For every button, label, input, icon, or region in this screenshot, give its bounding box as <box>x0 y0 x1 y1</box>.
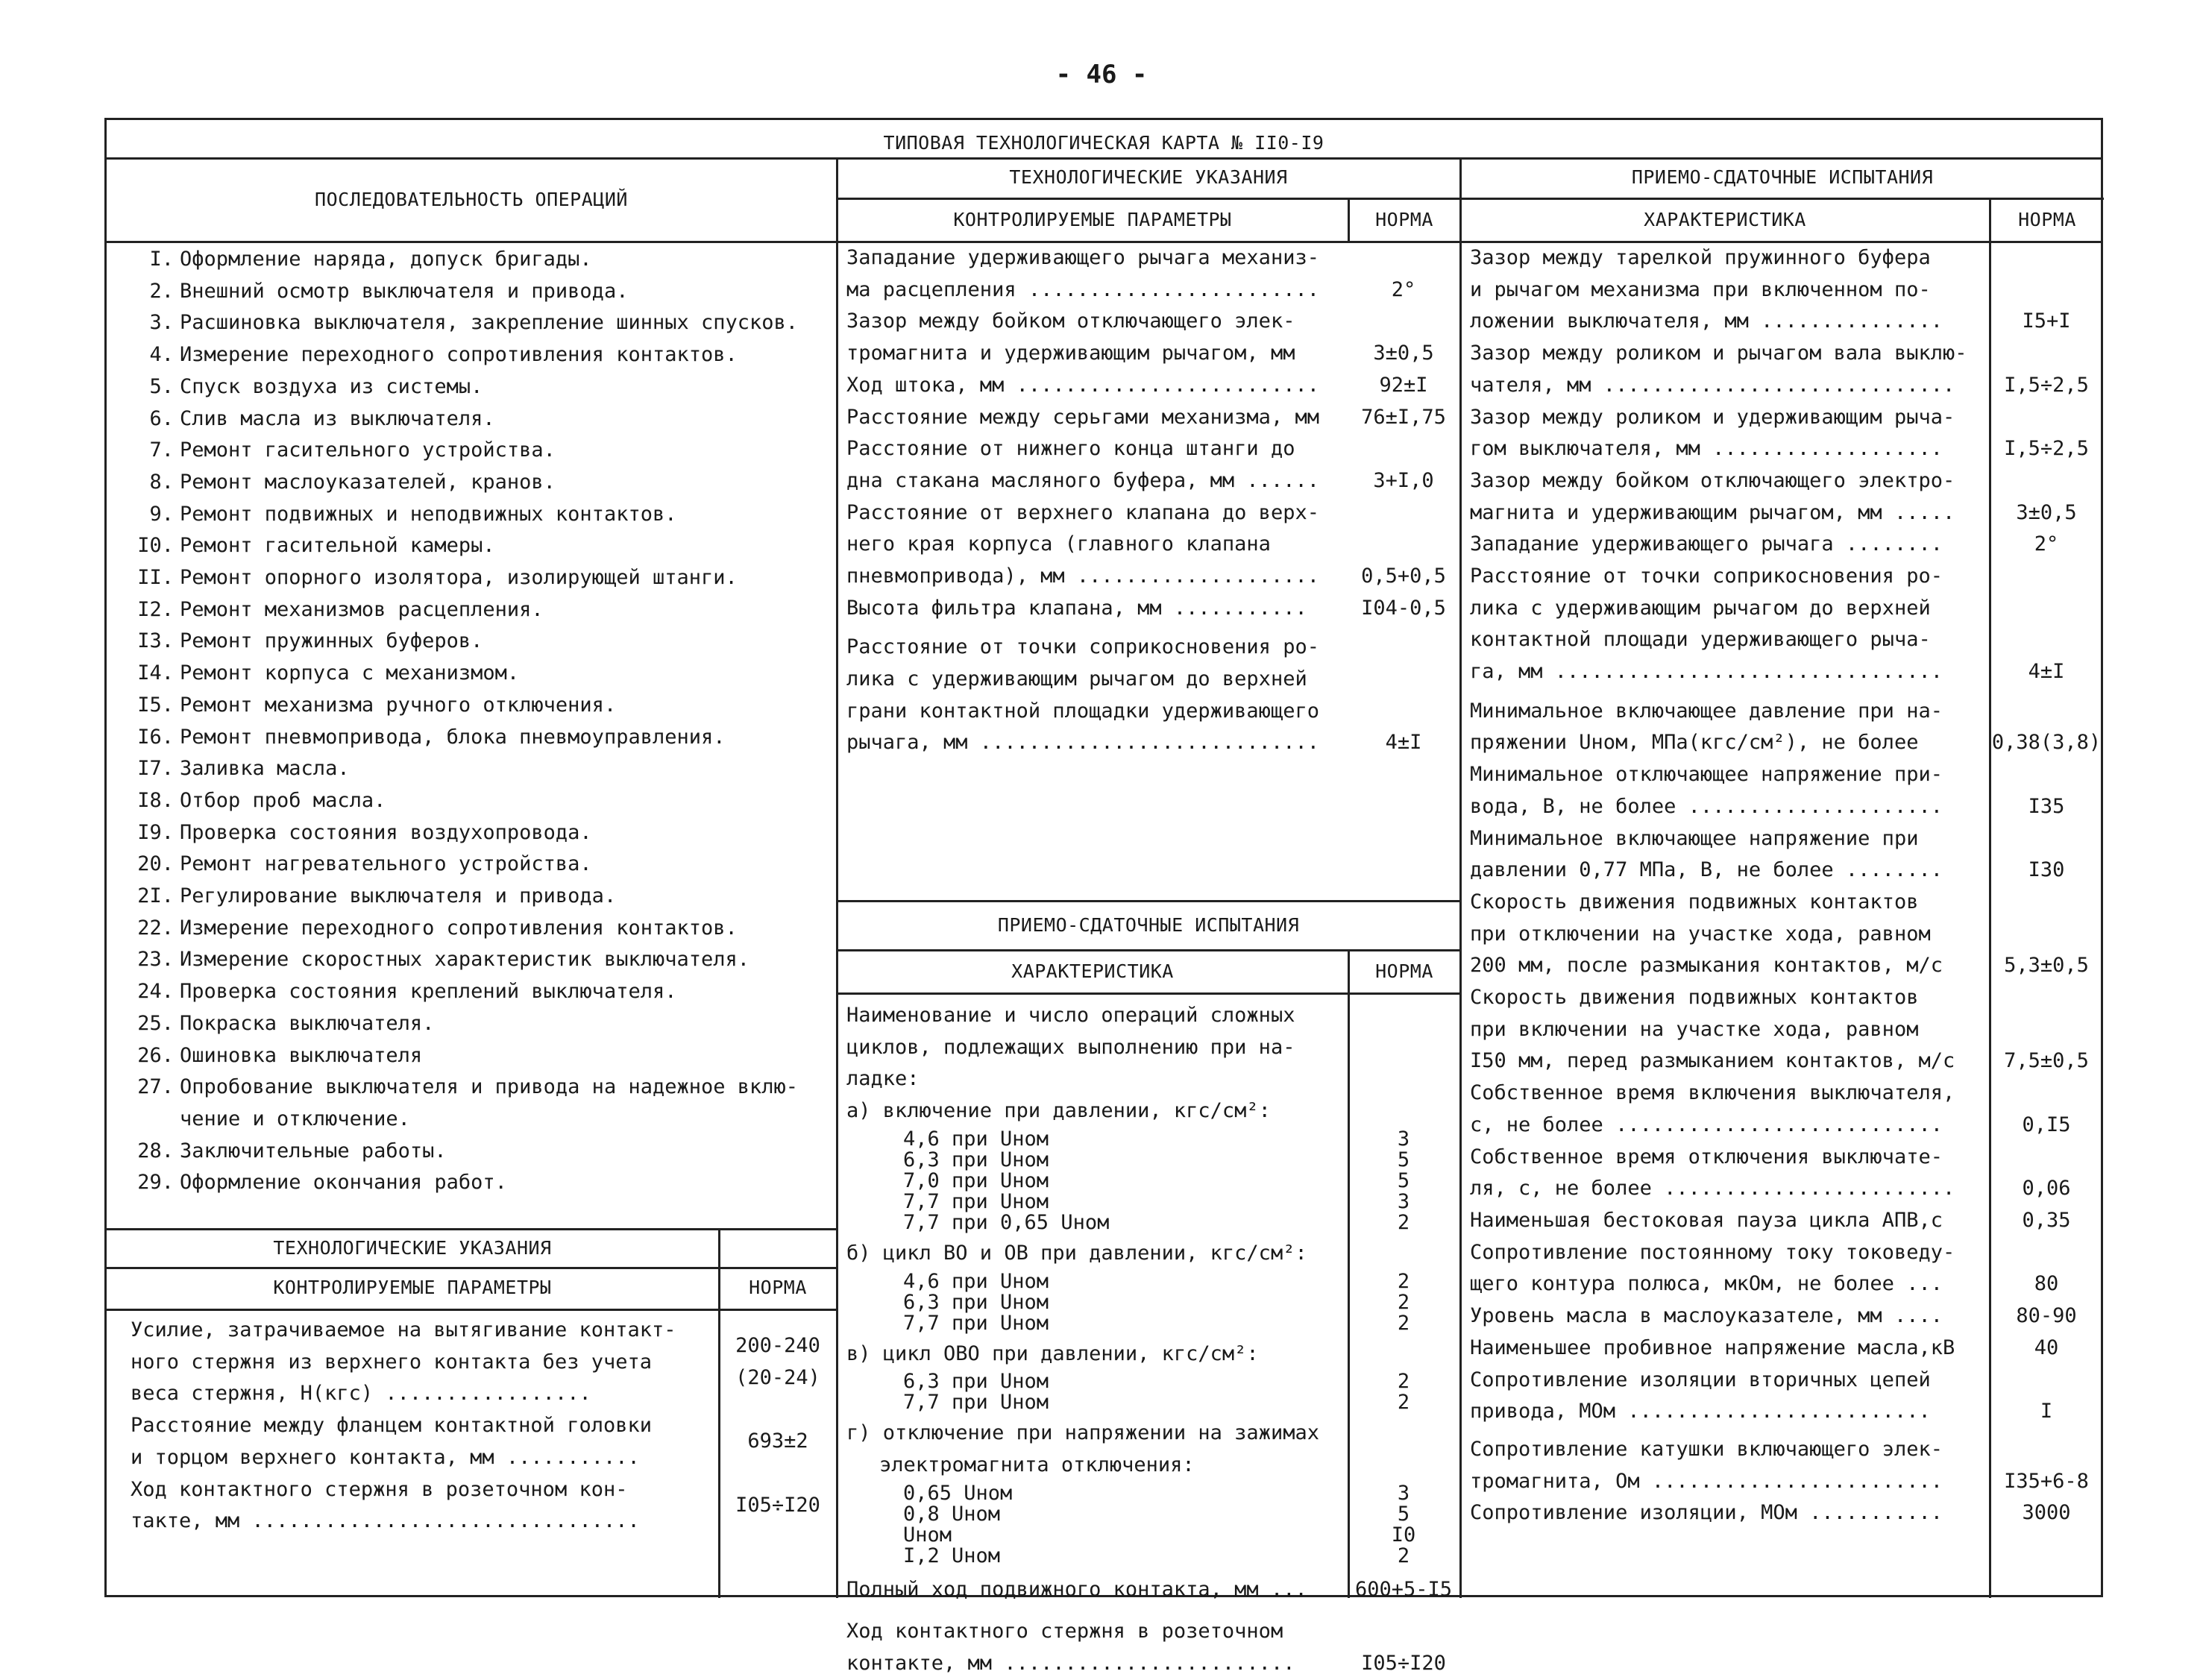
operation-text: Внешний осмотр выключателя и привода. <box>180 279 629 303</box>
cycle-item: 4,6 при Uном <box>903 1127 1049 1151</box>
operation-text: Ремонт подвижных и неподвижных контактов. <box>180 502 677 526</box>
param-text: Минимальное включающее напряжение при <box>1470 826 1919 850</box>
param-norm: I35 <box>2028 794 2065 818</box>
param-text: грани контактной площадки удерживающего <box>846 699 1319 723</box>
header-controlled-left: КОНТРОЛИРУЕМЫЕ ПАРАМЕТРЫ <box>273 1277 552 1298</box>
param-row <box>1461 759 2104 822</box>
operation-number: I2. <box>137 597 174 621</box>
operation-number: 6. <box>149 406 174 430</box>
operation-number: 29. <box>137 1171 174 1195</box>
param-norm: I05÷I20 <box>735 1493 820 1517</box>
param-text: магнита и удерживающим рычагом, мм ..... <box>1470 500 1955 524</box>
operation-number: I4. <box>137 661 174 685</box>
param-row <box>1461 1434 2104 1497</box>
param-text: Минимальное отключающее напряжение при- <box>1470 763 1943 787</box>
operation-item <box>122 881 837 913</box>
param-norm: 0,35 <box>2022 1209 2071 1232</box>
param-text: Сопротивление катушки включающего элек- <box>1470 1437 1943 1461</box>
operation-item <box>122 1167 837 1199</box>
param-text: Зазор между роликом и удерживающим рыча- <box>1470 405 1955 429</box>
operation-item <box>122 785 837 817</box>
cycle-item: Uном <box>903 1523 952 1547</box>
param-text: него края корпуса (главного клапана <box>846 532 1271 556</box>
cycle-count: 2 <box>1397 1311 1410 1335</box>
param-text: ного стержня из верхнего контакта без учета <box>131 1350 652 1374</box>
cycle-item: 0,65 Uном <box>903 1481 1013 1505</box>
cycle-count: I0 <box>1391 1523 1416 1547</box>
param-row <box>1461 338 2104 401</box>
param-text: Ход контактного стержня в розеточном кон- <box>131 1477 628 1501</box>
param-norm: 0,5+0,5 <box>1361 564 1446 588</box>
operation-number: I6. <box>137 725 174 749</box>
operation-number: I3. <box>137 629 174 653</box>
param-text: и рычагом механизма при включенном по- <box>1470 277 1931 301</box>
acceptance-param-text: Полный ход подвижного контакта, мм ... <box>846 1577 1307 1601</box>
param-norm: (20-24) <box>735 1366 820 1390</box>
param-norm: 80 <box>2034 1272 2059 1296</box>
operation-number: 28. <box>137 1139 174 1163</box>
param-row <box>1461 823 2104 887</box>
param-norm: 0,I5 <box>2022 1113 2071 1136</box>
acceptance-intro: Наименование и число операций сложных <box>846 1004 1295 1027</box>
param-text: Усилие, затрачиваемое на вытягивание контакт- <box>131 1318 676 1341</box>
header-characteristic-mid: ХАРАКТЕРИСТИКА <box>1011 960 1174 982</box>
cycle-count: 5 <box>1397 1168 1410 1192</box>
operation-item <box>122 403 837 435</box>
cycle-group-title: б) цикл ВО и ОВ при давлении, кгс/см²: <box>846 1241 1307 1265</box>
header-controlled-mid: КОНТРОЛИРУЕМЫЕ ПАРАМЕТРЫ <box>953 209 1232 230</box>
param-text: дна стакана масляного буфера, мм ...... <box>846 468 1319 492</box>
cycle-group-title: а) включение при давлении, кгс/см²: <box>846 1099 1271 1123</box>
param-row <box>837 632 1459 759</box>
operation-item <box>122 1104 837 1136</box>
param-norm: 7,5±0,5 <box>2004 1049 2089 1073</box>
param-norm: 0,06 <box>2022 1177 2071 1201</box>
operation-item <box>122 817 837 849</box>
operation-item <box>122 944 837 976</box>
param-text: лика с удерживающим рычагом до верхней <box>846 667 1307 691</box>
cycle-count: 2 <box>1397 1290 1410 1314</box>
operation-text: Измерение переходного сопротивления контактов. <box>180 916 738 940</box>
operation-text: Ремонт корпуса с механизмом. <box>180 661 520 685</box>
param-row <box>1461 1237 2104 1300</box>
param-text: Сопротивление постоянному току токоведу- <box>1470 1240 1955 1264</box>
operation-text: Заливка масла. <box>180 757 350 781</box>
param-text: гом выключателя, мм ................... <box>1470 437 1943 461</box>
param-text: Высота фильтра клапана, мм ........... <box>846 596 1307 620</box>
param-text: 200 мм, после размыкания контактов, м/с <box>1470 954 1943 978</box>
param-norm: 40 <box>2034 1335 2059 1359</box>
operation-item <box>122 562 837 594</box>
operation-number: 7. <box>149 438 174 462</box>
param-text: ма расцепления ........................ <box>846 277 1319 301</box>
param-text: ля, с, не более ........................ <box>1470 1177 1955 1201</box>
acceptance-param-text: Ход контактного стержня в розеточном <box>846 1620 1283 1643</box>
param-text: такте, мм ................................ <box>131 1509 640 1533</box>
param-row <box>1461 529 2104 561</box>
operation-item <box>122 371 837 403</box>
param-text: га, мм ................................ <box>1470 660 1943 684</box>
operation-text: Оформление окончания работ. <box>180 1171 507 1195</box>
param-norm: 80-90 <box>2016 1304 2077 1328</box>
param-norm: 2° <box>2034 532 2059 556</box>
param-row <box>1461 1300 2104 1333</box>
param-text: Собственное время отключения выключате- <box>1470 1145 1943 1168</box>
cycle-item: 7,0 при Uном <box>903 1168 1049 1192</box>
header-tech-mid: ТЕХНОЛОГИЧЕСКИЕ УКАЗАНИЯ <box>1009 166 1288 188</box>
param-text: при отключении на участке хода, равном <box>1470 922 1931 946</box>
param-text: тромагнита, Ом ........................ <box>1470 1469 1943 1493</box>
header-sequence: ПОСЛЕДОВАТЕЛЬНОСТЬ ОПЕРАЦИЙ <box>315 189 628 210</box>
cycle-item: 7,7 при 0,65 Uном <box>903 1210 1110 1234</box>
param-text: Сопротивление изоляции, МОм ........... <box>1470 1501 1943 1525</box>
operation-item <box>122 913 837 945</box>
param-text: Наименьшее пробивное напряжение масла,кВ <box>1470 1335 1955 1359</box>
param-text: при включении на участке хода, равном <box>1470 1017 1919 1041</box>
cycle-item: I,2 Uном <box>903 1544 1001 1567</box>
operation-item <box>122 658 837 690</box>
param-text: тромагнита и удерживающим рычагом, мм <box>846 342 1295 365</box>
acceptance-param-norm: 600+5-I5 <box>1354 1577 1453 1601</box>
param-text: Расстояние от верхнего клапана до верх- <box>846 500 1319 524</box>
cycle-count: 3 <box>1397 1189 1410 1213</box>
operation-text: Слив масла из выключателя. <box>180 406 495 430</box>
operation-text: Заключительные работы. <box>180 1139 447 1163</box>
param-norm: 3±0,5 <box>1373 342 1434 365</box>
operation-number: 2. <box>149 279 174 303</box>
param-row <box>122 1474 836 1538</box>
param-norm: 3000 <box>2022 1501 2071 1525</box>
acceptance-intro: ладке: <box>846 1067 920 1091</box>
param-text: Западание удерживающего рычага ........ <box>1470 532 1943 556</box>
param-text: Минимальное включающее давление при на- <box>1470 699 1943 723</box>
operation-item <box>122 1008 837 1040</box>
operation-item <box>122 722 837 754</box>
param-text: Расстояние между серьгами механизма, мм <box>846 405 1319 429</box>
operation-text: Регулирование выключателя и привода. <box>180 884 617 908</box>
param-norm: 3+I,0 <box>1373 468 1434 492</box>
param-row <box>837 593 1459 625</box>
param-row <box>122 1315 836 1410</box>
operation-text: Покраска выключателя. <box>180 1011 435 1035</box>
header-norm-mid-acc: НОРМА <box>1375 960 1433 982</box>
operation-number: 3. <box>149 311 174 335</box>
operation-text: Измерение скоростных характеристик выключателя. <box>180 948 750 972</box>
param-text: вода, В, не более ..................... <box>1470 794 1943 818</box>
param-text: Зазор между роликом и рычагом вала выклю- <box>1470 342 1967 365</box>
header-acceptance-mid: ПРИЕМО-СДАТОЧНЫЕ ИСПЫТАНИЯ <box>997 914 1300 936</box>
cycle-item: 7,7 при Uном <box>903 1189 1049 1213</box>
param-norm: I04-0,5 <box>1361 596 1446 620</box>
page-number: - 46 - <box>1055 60 1148 89</box>
operation-number: 25. <box>137 1011 174 1035</box>
cycle-item: 6,3 при Uном <box>903 1370 1049 1394</box>
cycle-count: 5 <box>1397 1502 1410 1526</box>
operation-number: I. <box>149 248 174 271</box>
mid-acceptance <box>837 1000 1459 1675</box>
operation-item <box>122 753 837 785</box>
param-row <box>1461 1205 2104 1237</box>
param-norm: 76±I,75 <box>1361 405 1446 429</box>
operation-item <box>122 1136 837 1168</box>
operation-item <box>122 690 837 722</box>
operation-text: Ремонт механизма ручного отключения. <box>180 693 617 717</box>
param-text: Уровень масла в маслоуказателе, мм .... <box>1470 1304 1943 1328</box>
operation-text: Расшиновка выключателя, закрепление шинных спусков. <box>180 311 799 335</box>
cycle-count: 2 <box>1397 1370 1410 1394</box>
param-row <box>1461 465 2104 529</box>
param-row <box>1461 696 2104 759</box>
param-norm: I5+I <box>2022 309 2071 333</box>
param-text: Зазор между бойком отключающего электро- <box>1470 468 1955 492</box>
header-norm-mid: НОРМА <box>1375 209 1433 230</box>
operation-text: Опробование выключателя и привода на надежное вклю- <box>180 1075 799 1099</box>
param-norm: 4±I <box>2028 660 2065 684</box>
operation-text: чение и отключение. <box>180 1107 410 1130</box>
operation-item <box>122 594 837 626</box>
param-text: Ход штока, мм ......................... <box>846 373 1319 397</box>
operation-text: Ремонт гасительного устройства. <box>180 438 556 462</box>
param-row <box>122 1410 836 1473</box>
param-norm: 92±I <box>1379 373 1428 397</box>
param-row <box>837 402 1459 434</box>
param-row <box>1461 1365 2104 1428</box>
param-norm: I35+6-8 <box>2004 1469 2089 1493</box>
operation-number: 2I. <box>137 884 174 908</box>
cycle-count: 2 <box>1397 1269 1410 1293</box>
header-norm-right: НОРМА <box>2018 209 2076 230</box>
operation-number: 5. <box>149 374 174 398</box>
operations-list <box>122 244 837 1199</box>
param-row <box>1461 1497 2104 1529</box>
param-text: с, не более ........................... <box>1470 1113 1943 1136</box>
operation-item <box>122 276 837 308</box>
operation-item <box>122 307 837 339</box>
param-norm: I30 <box>2028 858 2065 882</box>
operation-item <box>122 1040 837 1072</box>
left-params <box>122 1315 836 1598</box>
param-text: Сопротивление изоляции вторичных цепей <box>1470 1368 1931 1391</box>
cycle-count: 5 <box>1397 1148 1410 1171</box>
cycle-item: 4,6 при Uном <box>903 1269 1049 1293</box>
operation-text: Ошиновка выключателя <box>180 1043 423 1067</box>
cycle-count: 3 <box>1397 1127 1410 1151</box>
param-row <box>837 433 1459 497</box>
param-text: и торцом верхнего контакта, мм ........... <box>131 1445 640 1469</box>
param-text: Западание удерживающего рычага механиз- <box>846 246 1319 269</box>
param-row <box>1461 402 2104 465</box>
operation-text: Отбор проб масла. <box>180 788 386 812</box>
operation-number: I9. <box>137 820 174 844</box>
operation-number: I8. <box>137 788 174 812</box>
param-text: пневмопривода), мм .................... <box>846 564 1319 588</box>
param-norm: I,5÷2,5 <box>2004 373 2089 397</box>
acceptance-param-norm: I05÷I20 <box>1361 1652 1446 1675</box>
operation-item <box>122 467 837 499</box>
cycle-group-title: в) цикл ОВО при давлении, кгс/см²: <box>846 1341 1259 1365</box>
operation-text: Проверка состояния воздухопровода. <box>180 820 592 844</box>
param-row <box>1461 982 2104 1077</box>
param-row <box>837 497 1459 593</box>
param-text: лика с удерживающим рычагом до верхней <box>1470 596 1931 620</box>
operation-item <box>122 530 837 562</box>
param-text: давлении 0,77 МПа, В, не более ........ <box>1470 858 1943 882</box>
cycle-item: 6,3 при Uном <box>903 1148 1049 1171</box>
param-text: Расстояние от точки соприкосновения ро- <box>846 635 1319 659</box>
param-text: веса стержня, Н(кгс) ................. <box>131 1382 591 1406</box>
operation-text: Оформление наряда, допуск бригады. <box>180 248 592 271</box>
param-row <box>1461 242 2104 338</box>
operation-number: 20. <box>137 852 174 876</box>
param-text: Наименьшая бестоковая пауза цикла АПВ,с <box>1470 1209 1943 1232</box>
operation-text: Ремонт пружинных буферов. <box>180 629 483 653</box>
param-text: Зазор между бойком отключающего элек- <box>846 309 1295 333</box>
operation-number: I0. <box>137 534 174 558</box>
param-row <box>1461 887 2104 982</box>
cycle-count: 2 <box>1397 1210 1410 1234</box>
param-row <box>1461 1333 2104 1365</box>
operation-number: I5. <box>137 693 174 717</box>
operation-text: Измерение переходного сопротивления контактов. <box>180 343 738 367</box>
param-row <box>837 306 1459 369</box>
cycle-count: 2 <box>1397 1391 1410 1415</box>
acceptance-param-text: контакте, мм ........................ <box>846 1652 1295 1675</box>
operation-item <box>122 626 837 658</box>
operation-number: 26. <box>137 1043 174 1067</box>
param-norm: 693±2 <box>747 1429 808 1453</box>
cycle-item: 7,7 при Uном <box>903 1391 1049 1415</box>
param-norm: 5,3±0,5 <box>2004 954 2089 978</box>
param-text: контактной площади удерживающего рыча- <box>1470 628 1931 652</box>
param-text: рычага, мм ............................ <box>846 731 1319 755</box>
param-norm: 3±0,5 <box>2016 500 2077 524</box>
operation-text: Ремонт маслоуказателей, кранов. <box>180 470 556 494</box>
param-row <box>837 370 1459 402</box>
mid-params <box>837 242 1459 899</box>
operation-text: Ремонт гасительной камеры. <box>180 534 495 558</box>
operation-text: Ремонт механизмов расцепления. <box>180 597 544 621</box>
operation-number: I7. <box>137 757 174 781</box>
operation-item <box>122 435 837 467</box>
operation-text: Проверка состояния креплений выключателя. <box>180 980 677 1004</box>
param-text: щего контура полюса, мкОм, не более ... <box>1470 1272 1943 1296</box>
param-row <box>1461 1077 2104 1141</box>
operation-item <box>122 1072 837 1104</box>
operation-number: 24. <box>137 980 174 1004</box>
right-params <box>1461 242 2104 1598</box>
param-text: I50 мм, перед размыканием контактов, м/с <box>1470 1049 1955 1073</box>
param-text: чателя, мм ............................. <box>1470 373 1955 397</box>
param-text: Скорость движения подвижных контактов <box>1470 890 1919 913</box>
header-norm-left: НОРМА <box>749 1277 807 1298</box>
cycle-group-title: г) отключение при напряжении на зажимах <box>846 1421 1319 1445</box>
header-acceptance-right: ПРИЕМО-СДАТОЧНЫЕ ИСПЫТАНИЯ <box>1631 166 1934 188</box>
param-row <box>837 242 1459 306</box>
param-text: Зазор между тарелкой пружинного буфера <box>1470 246 1931 269</box>
param-row <box>1461 1142 2104 1205</box>
operation-item <box>122 339 837 371</box>
operation-number: 9. <box>149 502 174 526</box>
cycle-count: 2 <box>1397 1544 1410 1567</box>
operation-item <box>122 499 837 531</box>
cycle-item: 0,8 Uном <box>903 1502 1001 1526</box>
acceptance-intro: циклов, подлежащих выполнению при на- <box>846 1035 1295 1059</box>
param-norm: 4±I <box>1385 731 1422 755</box>
param-norm: I,5÷2,5 <box>2004 437 2089 461</box>
operation-text: Ремонт пневмопривода, блока пневмоуправления. <box>180 725 726 749</box>
map-title: ТИПОВАЯ ТЕХНОЛОГИЧЕСКАЯ КАРТА № II0-I9 <box>883 132 1324 154</box>
tech-map-sheet <box>104 118 2103 1675</box>
operation-number: 23. <box>137 948 174 972</box>
header-tech-left: ТЕХНОЛОГИЧЕСКИЕ УКАЗАНИЯ <box>273 1237 552 1259</box>
operation-item <box>122 849 837 881</box>
param-text: привода, МОм ......................... <box>1470 1400 1931 1423</box>
cycle-count: 3 <box>1397 1481 1410 1505</box>
param-norm: 2° <box>1391 277 1416 301</box>
param-norm: 0,38(3,8) <box>1991 731 2102 755</box>
operation-number: 22. <box>137 916 174 940</box>
param-text: Расстояние от точки соприкосновения ро- <box>1470 564 1943 588</box>
param-text: пряжении Uном, МПа(кгс/см²), не более <box>1470 731 1919 755</box>
operation-text: Ремонт опорного изолятора, изолирующей штанги. <box>180 566 738 590</box>
operation-number: 4. <box>149 343 174 367</box>
param-text: Скорость движения подвижных контактов <box>1470 986 1919 1010</box>
operation-text: Ремонт нагревательного устройства. <box>180 852 592 876</box>
operation-number: 8. <box>149 470 174 494</box>
param-row <box>1461 561 2104 688</box>
param-norm: I <box>2040 1400 2053 1423</box>
operation-text: Спуск воздуха из системы. <box>180 374 483 398</box>
param-text: Расстояние от нижнего конца штанги до <box>846 437 1295 461</box>
operation-item <box>122 976 837 1008</box>
cycle-group-title: электромагнита отключения: <box>879 1453 1195 1476</box>
param-text: Собственное время включения выключателя, <box>1470 1081 1955 1105</box>
operation-item <box>122 244 837 276</box>
header-characteristic-right: ХАРАКТЕРИСТИКА <box>1644 209 1806 230</box>
param-norm: 200-240 <box>735 1334 820 1358</box>
operation-number: 27. <box>137 1075 174 1099</box>
param-text: Расстояние между фланцем контактной головки <box>131 1414 652 1438</box>
operation-number: II. <box>137 566 174 590</box>
cycle-item: 6,3 при Uном <box>903 1290 1049 1314</box>
cycle-item: 7,7 при Uном <box>903 1311 1049 1335</box>
param-text: ложении выключателя, мм ............... <box>1470 309 1943 333</box>
